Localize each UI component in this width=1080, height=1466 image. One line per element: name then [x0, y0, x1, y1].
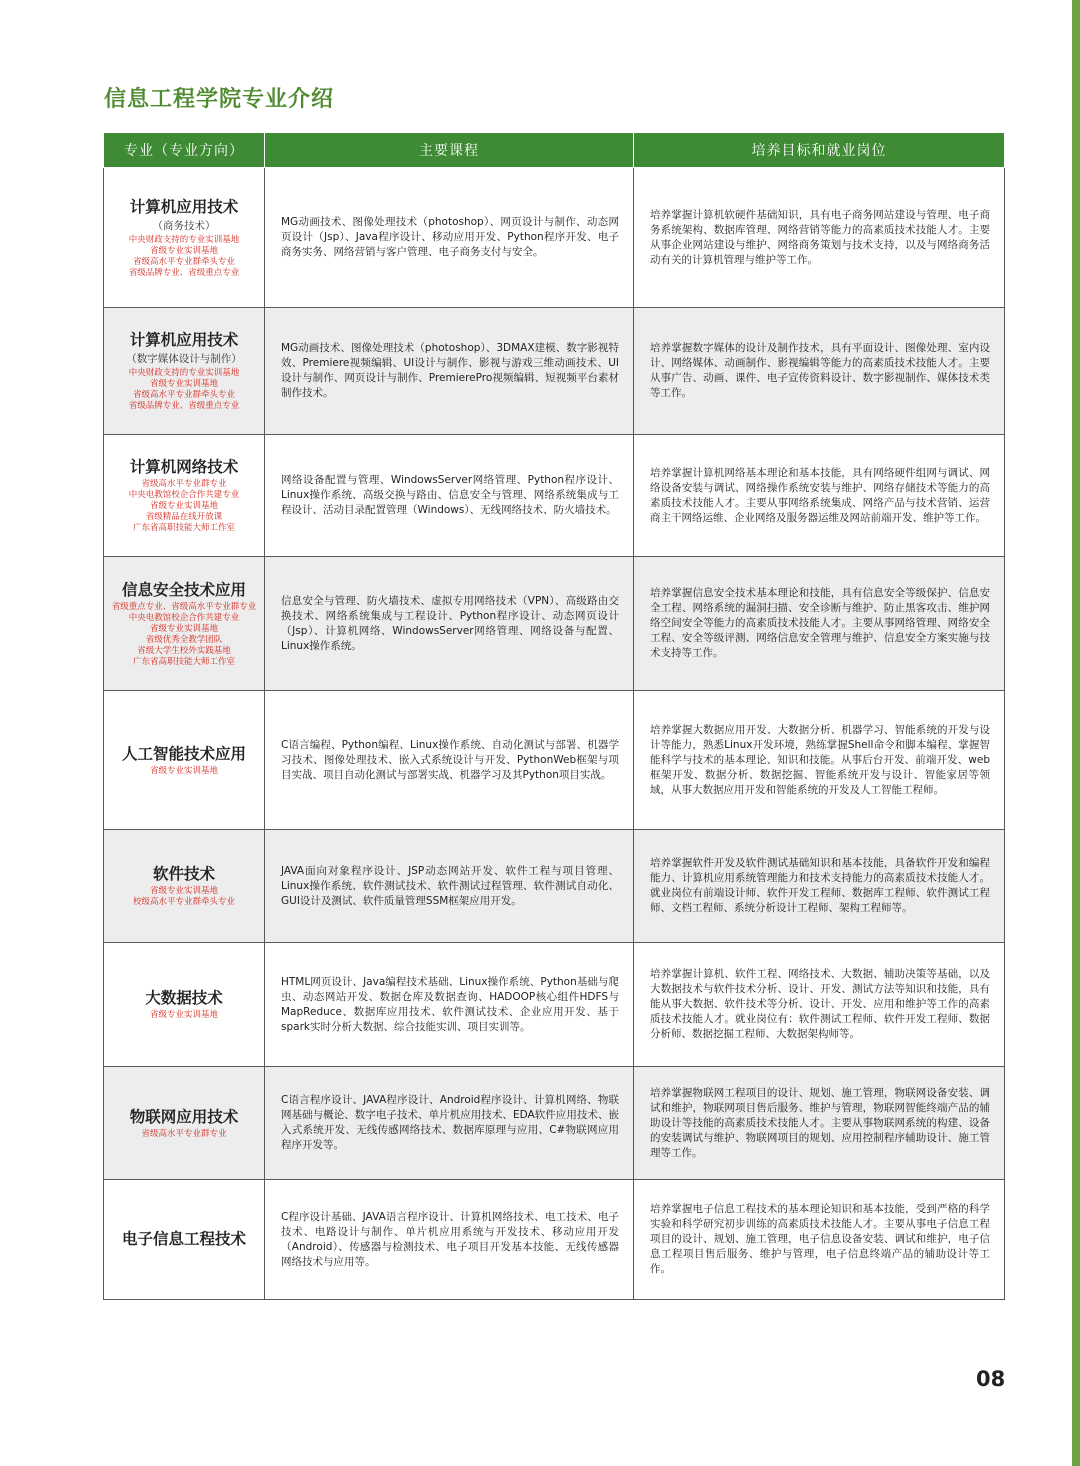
goals-cell [634, 557, 1005, 691]
goals-text: 培养掌握信息安全技术基本理论和技能，具有信息安全等级保护、信息安全工程、网络系统的漏洞扫描、安全诊断与维护、防止黑客攻击、维护网络空间安全等能力的高素质技术技能人才。主要从事网络管理、网络安全工程、安全等级评测、网络信息安全管理与维护、信息安全方案实施与技术支持等工作。 [650, 587, 990, 659]
major-name: 软件技术 [152, 865, 215, 883]
header-goals: 培养目标和就业岗位 [634, 133, 1005, 168]
goals-text: 培养掌握电子信息工程技术的基本理论知识和基本技能，受到严格的科学实验和科学研究初步训练的高素质技术技能人才。主要从事电子信息工程项目的设计、规划、施工管理，电子信息设备安装、调试和维护，电子信息工程项目售后服务、维护与管理，电子信息终端产品的辅助设计等工作。 [650, 1203, 990, 1275]
page-number: 08 [976, 1367, 1006, 1391]
table-row [104, 1180, 1005, 1300]
major-honor: 中央电教馆校企合作共建专业 [128, 490, 240, 500]
table-row [104, 943, 1005, 1067]
major-honor: 省级专业实训基地 [149, 623, 218, 634]
major-name: 信息安全技术应用 [121, 580, 246, 599]
major-cell [104, 1180, 265, 1300]
courses-cell [265, 308, 634, 435]
table-row [104, 830, 1005, 943]
courses-text: MG动画技术、图像处理技术（photoshop）、网页设计与制作、动态网页设计（Jsp）、Java程序设计、移动应用开发、Python程序开发、电子商务实务、网络营销与客户管理、电子商务支付与安全。 [281, 216, 619, 258]
courses-text: MG动画技术、图像处理技术（photoshop）、3DMAX建模、数字影视特效、Premiere视频编辑、UI设计与制作、影视与游戏三维动画技术、UI设计与制作、网页设计与制作、PremierePro视频编辑、短视频平台素材制作技术。 [281, 342, 619, 399]
major-name: 物联网应用技术 [129, 1107, 239, 1126]
major-honor: 省级高水平专业群专业 [141, 479, 227, 489]
major-cell [104, 1067, 265, 1180]
major-honor: 省级专业实训基地 [149, 1010, 218, 1020]
majors-table [103, 132, 1005, 1300]
major-name: 电子信息工程技术 [121, 1229, 246, 1248]
major-honor: 省级专业实训基地 [149, 379, 218, 389]
table-row [104, 308, 1005, 435]
goals-text: 培养掌握数字媒体的设计及制作技术，具有平面设计、图像处理、室内设计、网络媒体、动画制作、影视编辑等能力的高素质技术技能人才。主要从事广告、动画、课件、电子宣传资料设计、数字影视制作、媒体技术类等工作。 [650, 342, 990, 399]
goals-cell [634, 1067, 1005, 1180]
major-name: 人工智能技术应用 [121, 744, 246, 763]
major-honor: 省级专业实训基地 [149, 501, 218, 511]
major-cell [104, 691, 265, 830]
courses-cell [265, 435, 634, 557]
courses-text: 网络设备配置与管理、WindowsServer网络管理、Python程序设计、Linux操作系统、高级交换与路由、信息安全与管理、网络系统集成与工程设计、活动目录配置管理（Windows）、无线网络技术、防火墙技术。 [281, 474, 619, 516]
major-cell [104, 435, 265, 557]
major-honor: 中央财政支持的专业实训基地 [128, 368, 240, 378]
major-honor: 中央电教馆校企合作共建专业 [128, 612, 240, 623]
major-honor: 省级品牌专业、省级重点专业 [128, 401, 240, 411]
courses-text: HTML网页设计、Java编程技术基础、Linux操作系统、Python基础与爬虫、动态网站开发、数据仓库及数据查询、HADOOP核心组件HDFS与MapReduce、数据库应用技术、软件测试技术、企业应用开发、基于spark实时分析大数据、综合技能实训、项目实训等。 [281, 975, 619, 1033]
major-honor: 省级大学生校外实践基地 [137, 645, 231, 656]
major-name: 计算机应用技术 [129, 331, 239, 349]
goals-text: 培养掌握计算机软硬件基础知识，具有电子商务网站建设与管理、电子商务系统架构、数据库管理、网络营销等能力的高素质技术技能人才。主要从事企业网站建设与维护、网络商务策划与技术支持，以及与网络商务活动有关的计算机管理与维护等工作。 [650, 208, 990, 266]
major-honor: 省级专业实训基地 [149, 765, 218, 776]
goals-text: 培养掌握计算机、软件工程、网络技术、大数据、辅助决策等基础，以及大数据技术与软件技术分析、设计、开发、测试方法等知识和技能，具有能从事大数据、软件技术等分析、设计、开发、应用和维护等工作的高素质技术技能人才。就业岗位有：软件测试工程师、软件开发工程师、数据分析师、数据挖掘工程师、大数据架构师等。 [650, 968, 990, 1040]
courses-cell [265, 1180, 634, 1300]
courses-cell [265, 830, 634, 943]
table-row [104, 168, 1005, 308]
goals-text: 培养掌握计算机网络基本理论和基本技能，具有网络硬件组网与调试、网络设备安装与调试、网络操作系统安装与维护、网络存储技术等能力的高素质技术技能人才。主要从事网络系统集成、网络产品与技术营销、运营商主干网络运维、企业网络及服务器运维及网站前端开发、维护等工作。 [650, 466, 990, 524]
courses-cell [265, 557, 634, 691]
major-honor: 省级高水平专业群牵头专业 [132, 256, 235, 267]
major-honor: 省级专业实训基地 [149, 245, 218, 256]
courses-cell [265, 691, 634, 830]
table-row [104, 691, 1005, 830]
goals-cell [634, 1180, 1005, 1300]
major-honor: 省级高水平专业群专业 [141, 1128, 227, 1139]
table-header-row [104, 133, 1005, 168]
major-honor: 省级高水平专业群牵头专业 [132, 390, 235, 400]
major-honor: 广东省高职技能大师工作室 [132, 523, 235, 533]
goals-text: 培养掌握大数据应用开发、大数据分析、机器学习、智能系统的开发与设计等能力，熟悉Linux开发环境，熟练掌握Shell命令和脚本编程、掌握智能科学与技术的基本理论、知识和技能。从事后台开发、前端开发、web框架开发、数据分析、数据挖掘、智能系统开发与设计、智能家居等领域，从事大数据应用开发和智能系统的开发及人工智能工程师。 [650, 723, 990, 796]
major-direction: （商务技术） [152, 219, 216, 232]
major-cell [104, 308, 265, 435]
goals-cell [634, 168, 1005, 308]
major-cell [104, 943, 265, 1067]
courses-text: C语言编程、Python编程、Linux操作系统、自动化测试与部署、机器学习技术、图像处理技术、嵌入式系统设计与开发、PythonWeb框架与项目实战、项目自动化测试与部署实战、机器学习及其Python项目实战。 [281, 738, 619, 781]
major-direction: （数字媒体设计与制作） [126, 353, 242, 365]
table-row [104, 435, 1005, 557]
courses-cell [265, 168, 634, 308]
green-edge-bar [1072, 0, 1080, 1466]
courses-cell [265, 943, 634, 1067]
header-courses: 主要课程 [265, 133, 634, 168]
goals-text: 培养掌握物联网工程项目的设计、规划、施工管理，物联网设备安装、调试和维护，物联网项目售后服务、维护与管理，物联网智能终端产品的辅助设计等技能的高素质技术技能人才。主要从事物联网系统的构建、设备的安装调试与维护、物联网项目的规划、应用控制程序辅助设计、施工管理等工作。 [650, 1086, 990, 1159]
major-cell [104, 168, 265, 308]
major-honor: 广东省高职技能大师工作室 [132, 656, 235, 667]
goals-cell [634, 435, 1005, 557]
major-honor: 省级专业实训基地 [149, 886, 218, 896]
goals-text: 培养掌握软件开发及软件测试基础知识和基本技能，具备软件开发和编程能力、计算机应用系统管理能力和技术支持能力的高素质技术技能人才。就业岗位有前端设计师、软件开发工程师、数据库工程师、软件测试工程师、文档工程师、系统分析设计工程师、架构工程师等。 [650, 857, 990, 914]
major-name: 计算机应用技术 [129, 197, 239, 216]
courses-text: 信息安全与管理、防火墙技术、虚拟专用网络技术（VPN）、高级路由交换技术、网络系统集成与工程设计、Python程序设计、动态网页设计（Jsp）、计算机网络、WindowsServer网络管理、网络设备与配置、Linux操作系统。 [281, 594, 619, 652]
major-name: 大数据技术 [145, 989, 223, 1007]
courses-cell [265, 1067, 634, 1180]
goals-cell [634, 830, 1005, 943]
major-honor: 中央财政支持的专业实训基地 [128, 234, 240, 245]
major-honor: 省级重点专业、省级高水平专业群专业 [111, 601, 257, 612]
courses-text: JAVA面向对象程序设计、JSP动态网站开发、软件工程与项目管理、Linux操作系统、软件测试技术、软件测试过程管理、软件测试自动化、GUI设计及测试、软件质量管理SSM框架应用开发。 [281, 864, 619, 907]
courses-text: C程序设计基础、JAVA语言程序设计、计算机网络技术、电工技术、电子技术、电路设计与制作、单片机应用系统与开发技术、移动应用开发（Android）、传感器与检测技术、电子项目开发基本技能、无线传感器网络技术与应用等。 [281, 1210, 619, 1268]
major-honor: 省级精品在线开放课 [145, 512, 223, 522]
major-honor: 校级高水平专业群牵头专业 [132, 897, 235, 907]
goals-cell [634, 308, 1005, 435]
major-honor: 省级优秀全教学团队 [145, 634, 223, 645]
major-honor: 省级品牌专业、省级重点专业 [128, 267, 240, 278]
table-row [104, 557, 1005, 691]
major-cell [104, 557, 265, 691]
goals-cell [634, 691, 1005, 830]
major-cell [104, 830, 265, 943]
courses-text: C语言程序设计、JAVA程序设计、Android程序设计、计算机网络、物联网基础与概论、数字电子技术、单片机应用技术、EDA软件应用技术、嵌入式系统开发、无线传感网络技术、数据库原理与应用、C#物联网应用程序开发等。 [281, 1094, 619, 1151]
header-major: 专业（专业方向） [104, 133, 265, 168]
page-title: 信息工程学院专业介绍 [104, 87, 335, 112]
goals-cell [634, 943, 1005, 1067]
major-name: 计算机网络技术 [129, 458, 239, 476]
table-row [104, 1067, 1005, 1180]
